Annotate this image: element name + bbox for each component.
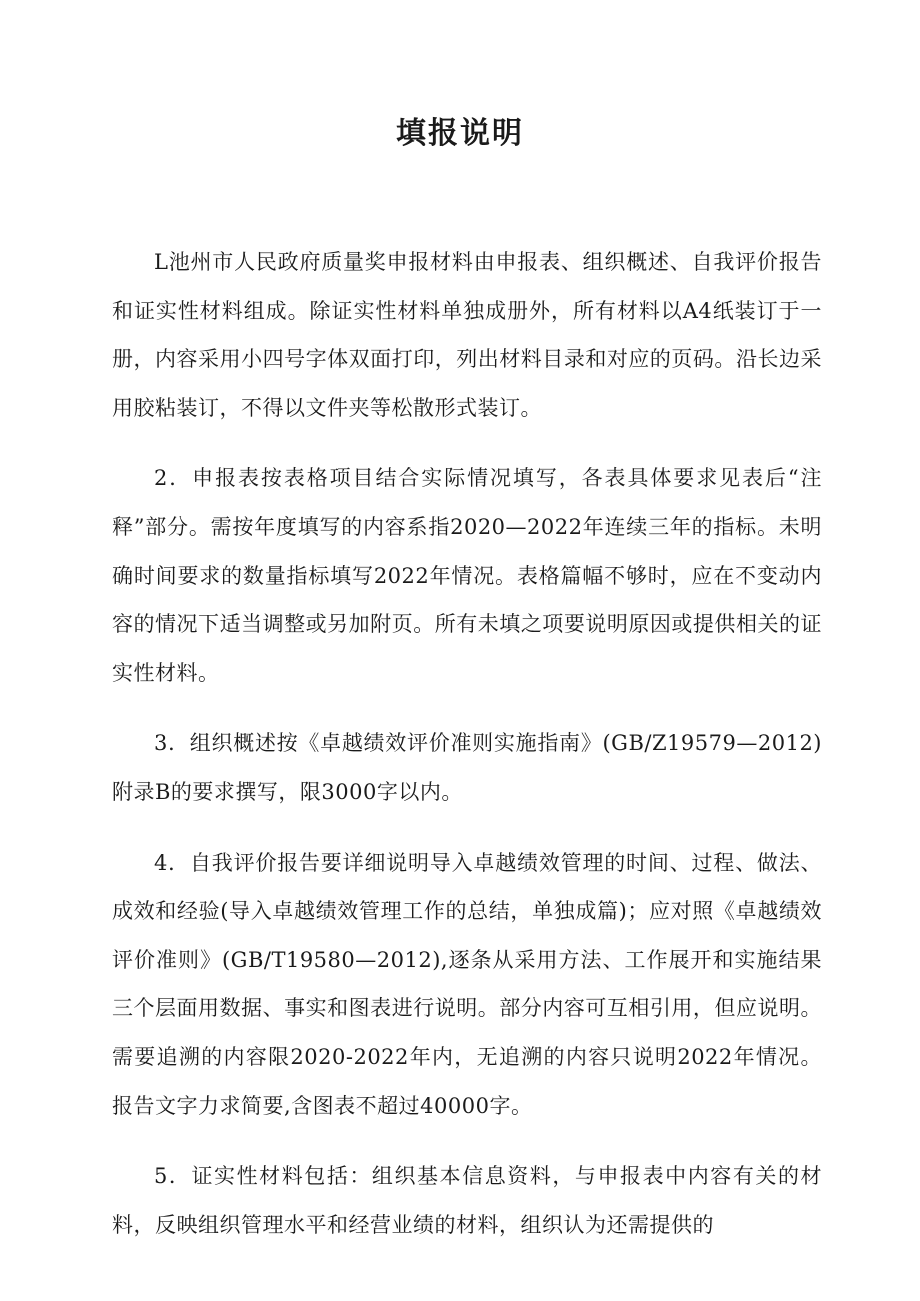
paragraph-3: 3．组织概述按《卓越绩效评价准则实施指南》(GB/Z19579—2012)附录B的要求撰写，限3000字以内。 [112, 731, 822, 804]
document-body [112, 238, 822, 1271]
paragraph-4: 4．自我评价报告要详细说明导入卓越绩效管理的时间、过程、做法、成效和经验(导入卓越绩效管理工作的总结，单独成篇)；应对照《卓越绩效评价准则》(GB/T19580—2012),逐条从采用方法、工作展开和实施结果三个层面用数据、事实和图表进行说明。部分内容可互相引用，但应说明。需要追溯的内容限2020-2022年内，无追溯的内容只说明2022年情况。报告文字力求简要,含图表不超过40000字。 [112, 850, 822, 1118]
paragraph-5: 5．证实性材料包括：组织基本信息资料，与申报表中内容有关的材料，反映组织管理水平和经营业绩的材料，组织认为还需提供的 [112, 1164, 822, 1237]
page-title: 填报说明 [396, 116, 524, 151]
paragraph-2: 2．申报表按表格项目结合实际情况填写，各表具体要求见表后“注释”部分。需按年度填写的内容系指2020—2022年连续三年的指标。未明确时间要求的数量指标填写2022年情况。表格篇幅不够时，应在不变动内容的情况下适当调整或另加附页。所有未填之项要说明原因或提供相关的证实性材料。 [112, 466, 822, 685]
paragraph-1: L池州市人民政府质量奖申报材料由申报表、组织概述、自我评价报告和证实性材料组成。除证实性材料单独成册外，所有材料以A4纸装订于一册，内容采用小四号字体双面打印，列出材料目录和对应的页码。沿长边采用胶粘装订，不得以文件夹等松散形式装订。 [112, 250, 822, 420]
